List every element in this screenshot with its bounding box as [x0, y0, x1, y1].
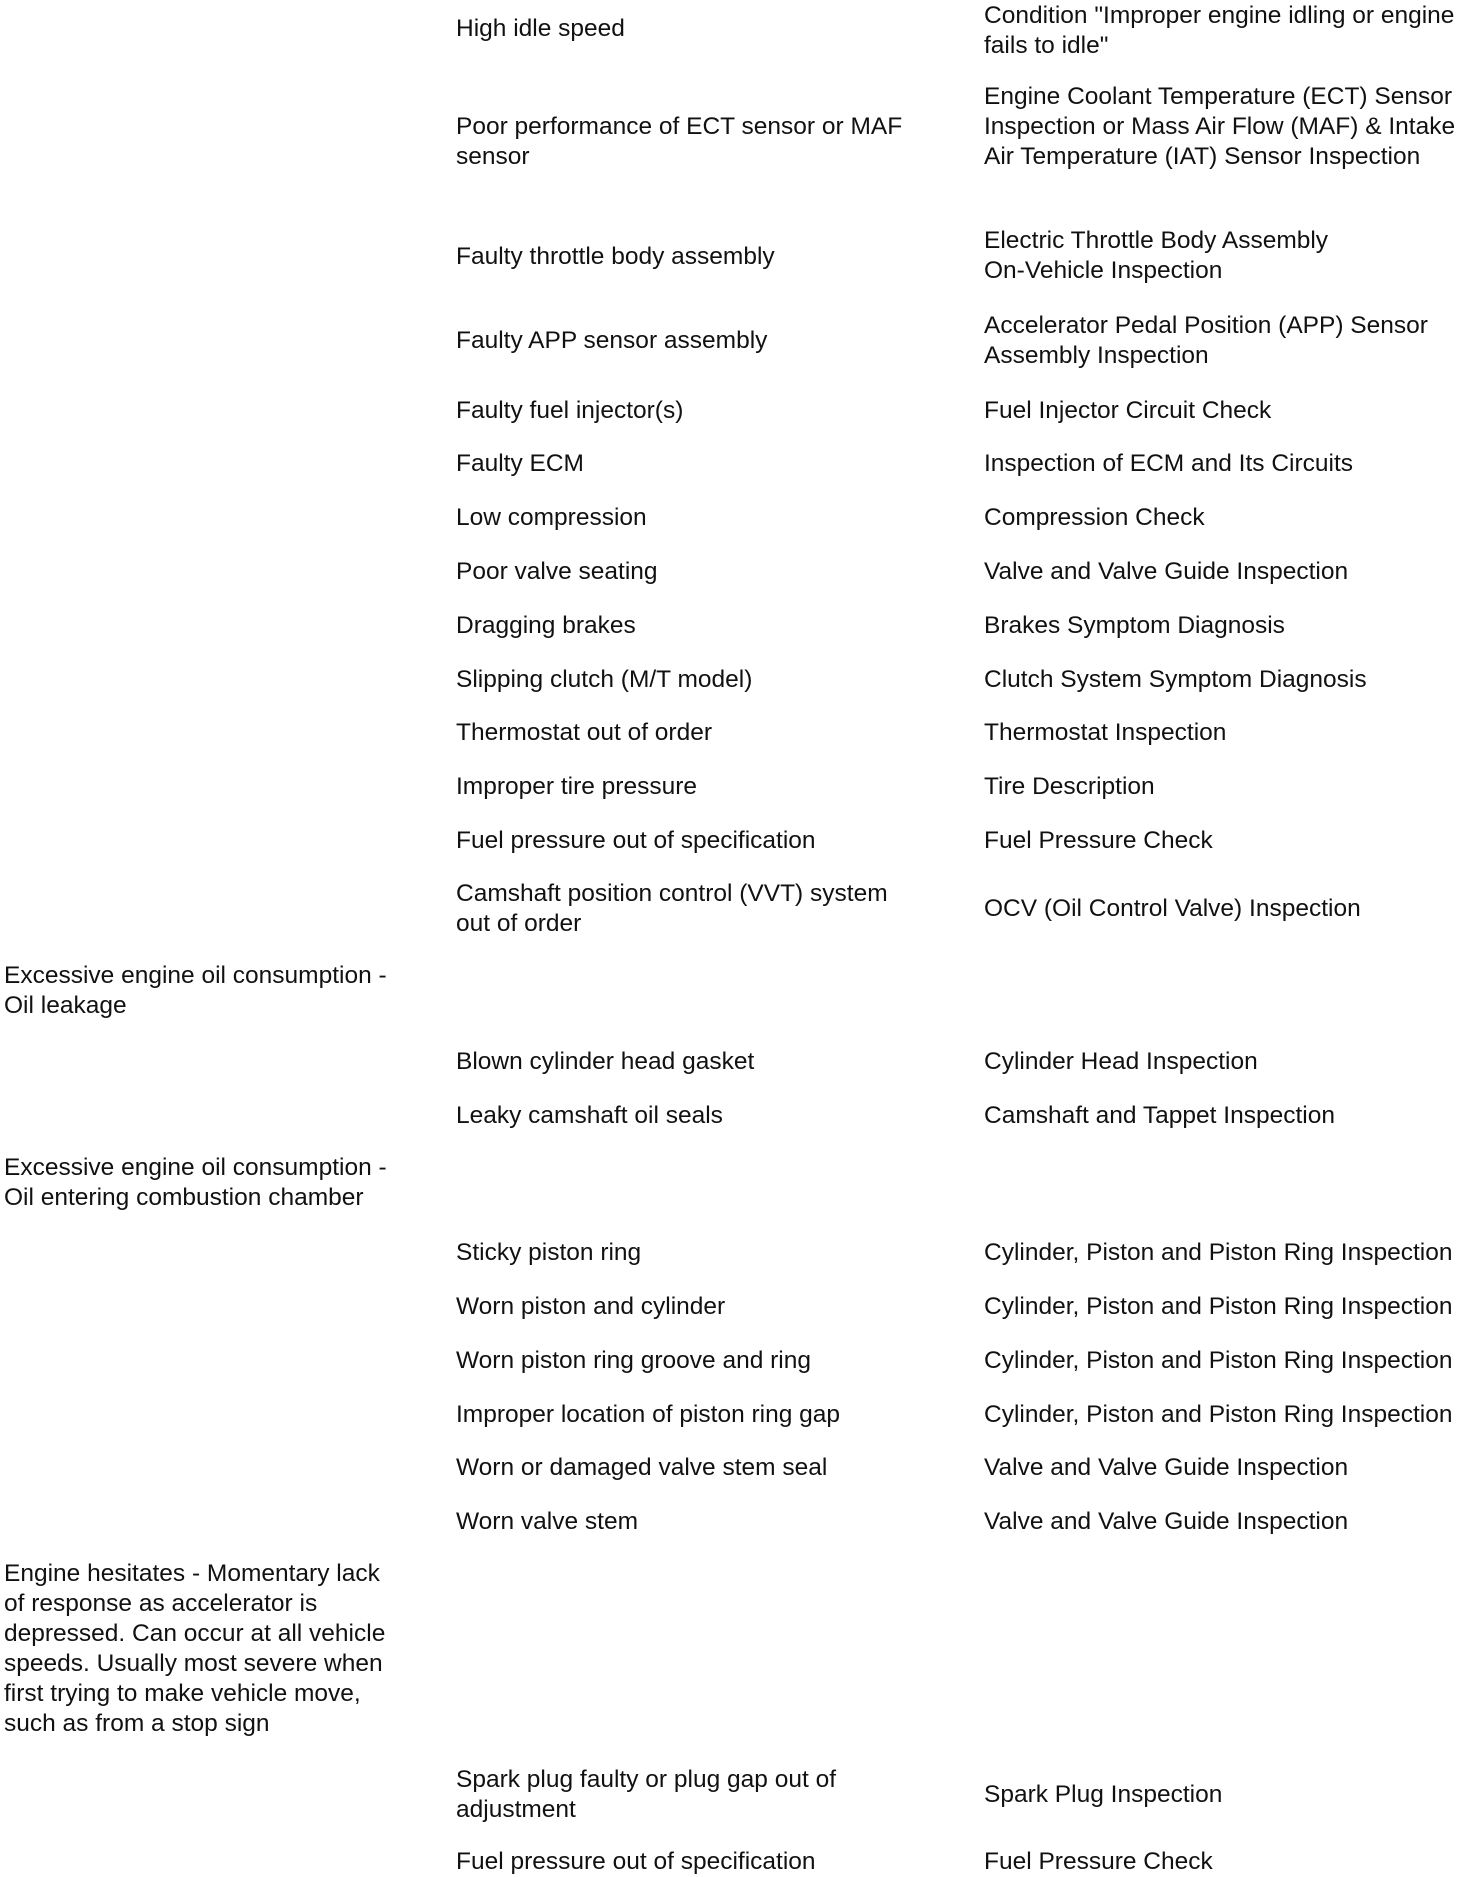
- reference-link[interactable]: Tire Description: [984, 773, 1155, 800]
- possible-cause: Thermostat out of order: [456, 719, 713, 746]
- reference-link[interactable]: Valve and Valve Guide Inspection: [984, 558, 1349, 585]
- reference-link[interactable]: Thermostat Inspection: [984, 719, 1227, 746]
- possible-cause: Fuel pressure out of specification: [456, 1848, 816, 1875]
- reference-link[interactable]: Clutch System Symptom Diagnosis: [984, 666, 1367, 693]
- possible-cause: Low compression: [456, 504, 647, 531]
- symptom-condition: Excessive engine oil consumption - Oil leakage: [4, 962, 387, 1019]
- possible-cause: Faulty throttle body assembly: [456, 243, 775, 270]
- possible-cause: Faulty ECM: [456, 450, 584, 477]
- possible-cause: Worn or damaged valve stem seal: [456, 1454, 828, 1481]
- reference-link[interactable]: Fuel Pressure Check: [984, 827, 1213, 854]
- possible-cause: Sticky piston ring: [456, 1239, 642, 1266]
- reference-link[interactable]: Valve and Valve Guide Inspection: [984, 1508, 1349, 1535]
- possible-cause: Spark plug faulty or plug gap out of adjustment: [456, 1766, 837, 1823]
- possible-cause: Fuel pressure out of specification: [456, 827, 816, 854]
- symptom-condition: Excessive engine oil consumption - Oil entering combustion chamber: [4, 1154, 387, 1211]
- possible-cause: Faulty fuel injector(s): [456, 397, 684, 424]
- possible-cause: Improper location of piston ring gap: [456, 1401, 841, 1428]
- reference-link[interactable]: Fuel Injector Circuit Check: [984, 397, 1272, 424]
- reference-link[interactable]: Cylinder, Piston and Piston Ring Inspection: [984, 1401, 1453, 1428]
- possible-cause: Blown cylinder head gasket: [456, 1048, 755, 1075]
- reference-link[interactable]: OCV (Oil Control Valve) Inspection: [984, 895, 1361, 922]
- possible-cause: Improper tire pressure: [456, 773, 698, 800]
- possible-cause: Worn valve stem: [456, 1508, 638, 1535]
- symptom-condition: Engine hesitates - Momentary lack of response as accelerator is depressed. Can occur at all vehicle speeds. Usually most severe when first trying to make vehicle move, such as from a stop sign: [4, 1560, 386, 1737]
- possible-cause: High idle speed: [456, 15, 625, 42]
- reference-link[interactable]: Cylinder, Piston and Piston Ring Inspection: [984, 1239, 1453, 1266]
- possible-cause: Slipping clutch (M/T model): [456, 666, 753, 693]
- reference-link[interactable]: Cylinder, Piston and Piston Ring Inspection: [984, 1293, 1453, 1320]
- reference-link[interactable]: Compression Check: [984, 504, 1205, 531]
- reference-link[interactable]: Fuel Pressure Check: [984, 1848, 1213, 1875]
- reference-link[interactable]: Accelerator Pedal Position (APP) Sensor Assembly Inspection: [984, 312, 1428, 369]
- possible-cause: Worn piston and cylinder: [456, 1293, 726, 1320]
- reference-link[interactable]: Valve and Valve Guide Inspection: [984, 1454, 1349, 1481]
- possible-cause: Poor performance of ECT sensor or MAF sensor: [456, 113, 903, 170]
- possible-cause: Leaky camshaft oil seals: [456, 1102, 723, 1129]
- possible-cause: Dragging brakes: [456, 612, 636, 639]
- reference-link[interactable]: Electric Throttle Body Assembly On-Vehicle Inspection: [984, 227, 1329, 284]
- reference-link[interactable]: Condition "Improper engine idling or engine fails to idle": [984, 2, 1455, 59]
- reference-link[interactable]: Engine Coolant Temperature (ECT) Sensor Inspection or Mass Air Flow (MAF) & Intake Air Temperature (IAT) Sensor Inspection: [984, 83, 1456, 170]
- possible-cause: Worn piston ring groove and ring: [456, 1347, 811, 1374]
- reference-link[interactable]: Cylinder Head Inspection: [984, 1048, 1258, 1075]
- reference-link[interactable]: Inspection of ECM and Its Circuits: [984, 450, 1354, 477]
- reference-link[interactable]: Spark Plug Inspection: [984, 1781, 1223, 1808]
- possible-cause: Faulty APP sensor assembly: [456, 327, 768, 354]
- reference-link[interactable]: Cylinder, Piston and Piston Ring Inspection: [984, 1347, 1453, 1374]
- reference-link[interactable]: Brakes Symptom Diagnosis: [984, 612, 1285, 639]
- possible-cause: Camshaft position control (VVT) system out of order: [456, 880, 888, 937]
- possible-cause: Poor valve seating: [456, 558, 658, 585]
- reference-link[interactable]: Camshaft and Tappet Inspection: [984, 1102, 1335, 1129]
